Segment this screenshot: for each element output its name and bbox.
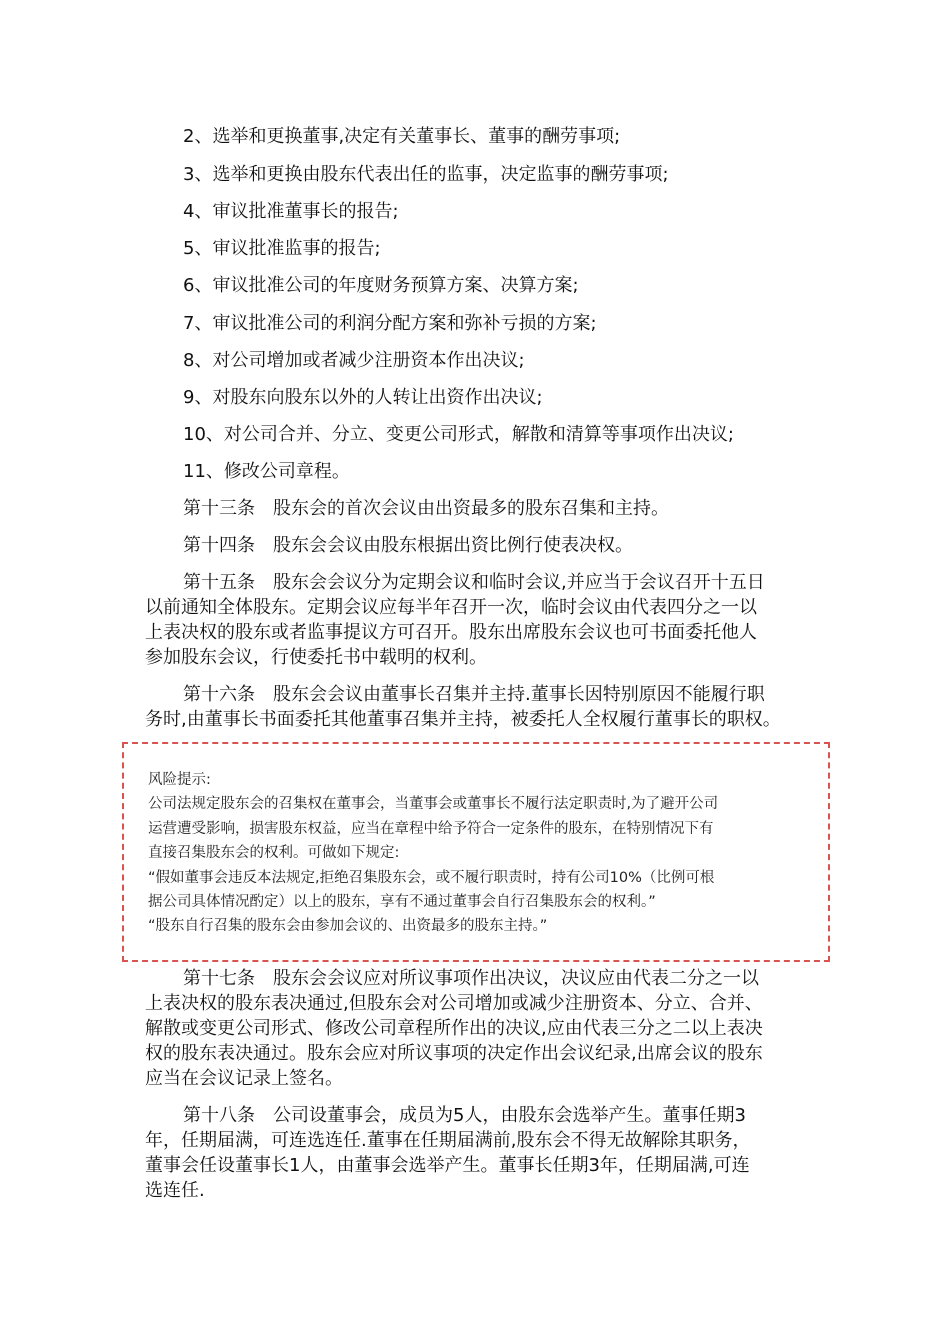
article-15-line: 参加股东会议，行使委托书中载明的权利。	[145, 647, 487, 668]
risk-line: 运营遭受影响，损害股东权益，应当在章程中给予符合一定条件的股东，在特别情况下有	[148, 821, 714, 837]
list-item: 10、对公司合并、分立、变更公司形式，解散和清算等事项作出决议;	[183, 424, 734, 445]
risk-line: 直接召集股东会的权利。可做如下规定:	[148, 845, 400, 861]
article-18-line: 选连任.	[145, 1180, 205, 1201]
article-15-line: 上表决权的股东或者监事提议方可召开。股东出席股东会议也可书面委托他人	[145, 622, 757, 643]
article-15-line: 第十五条 股东会会议分为定期会议和临时会议,并应当于会议召开十五日	[183, 572, 765, 593]
risk-line: 据公司具体情况酌定）以上的股东，享有不通过董事会自行召集股东会的权利。”	[148, 894, 656, 910]
risk-notice-box	[122, 742, 830, 962]
risk-line: “股东自行召集的股东会由参加会议的、出资最多的股东主持。”	[148, 918, 548, 934]
article-16-line: 务时,由董事长书面委托其他董事召集并主持，被委托人全权履行董事长的职权。	[145, 709, 781, 730]
list-item: 6、审议批准公司的年度财务预算方案、决算方案;	[183, 275, 579, 296]
article-17-line: 第十七条 股东会会议应对所议事项作出决议，决议应由代表二分之一以	[183, 968, 759, 989]
list-item: 2、选举和更换董事,决定有关董事长、董事的酬劳事项;	[183, 126, 621, 147]
list-item: 7、审议批准公司的利润分配方案和弥补亏损的方案;	[183, 313, 597, 334]
list-item: 3、选举和更换由股东代表出任的监事，决定监事的酬劳事项;	[183, 164, 669, 185]
list-item: 11、修改公司章程。	[183, 461, 350, 482]
article-16-line: 第十六条 股东会会议由董事长召集并主持.董事长因特别原因不能履行职	[183, 684, 765, 705]
article-14: 第十四条 股东会会议由股东根据出资比例行使表决权。	[183, 535, 633, 556]
article-18-line: 第十八条 公司设董事会，成员为5人，由股东会选举产生。董事任期3	[183, 1105, 746, 1126]
list-item: 9、对股东向股东以外的人转让出资作出决议;	[183, 387, 543, 408]
list-item: 8、对公司增加或者减少注册资本作出决议;	[183, 350, 525, 371]
article-17-line: 解散或变更公司形式、修改公司章程所作出的决议,应由代表三分之二以上表决	[145, 1018, 763, 1039]
risk-line: “假如董事会违反本法规定,拒绝召集股东会，或不履行职责时，持有公司10%（比例可根	[148, 870, 715, 886]
article-13: 第十三条 股东会的首次会议由出资最多的股东召集和主持。	[183, 498, 669, 519]
article-17-line: 应当在会议记录上签名。	[145, 1068, 343, 1089]
article-15-line: 以前通知全体股东。定期会议应每半年召开一次，临时会议由代表四分之一以	[145, 597, 757, 618]
article-18-line: 年，任期届满，可连选连任.董事在任期届满前,股东会不得无故解除其职务，	[145, 1130, 751, 1151]
article-17-line: 上表决权的股东表决通过,但股东会对公司增加或减少注册资本、分立、合并、	[145, 993, 763, 1014]
article-18-line: 董事会任设董事长1人，由董事会选举产生。董事长任期3年，任期届满,可连	[145, 1155, 750, 1176]
list-item: 5、审议批准监事的报告;	[183, 238, 381, 259]
risk-line: 公司法规定股东会的召集权在董事会，当董事会或董事长不履行法定职责时,为了避开公司	[148, 796, 719, 812]
article-17-line: 权的股东表决通过。股东会应对所议事项的决定作出会议纪录,出席会议的股东	[145, 1043, 763, 1064]
list-item: 4、审议批准董事长的报告;	[183, 201, 399, 222]
risk-title: 风险提示:	[148, 772, 211, 788]
